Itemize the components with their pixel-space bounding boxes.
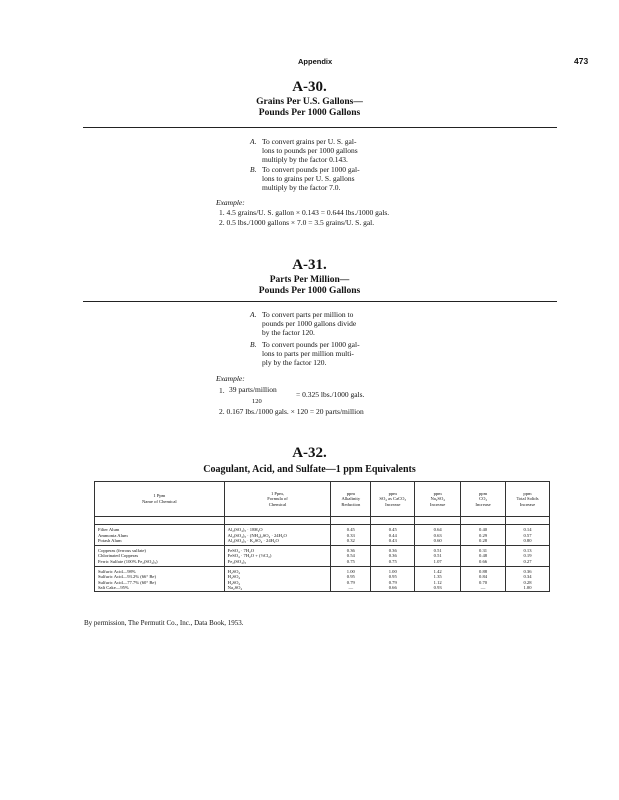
cell-alkalinity: 0.32 [331,538,371,545]
a30-a-line: lons to pounds per 1000 gallons [262,146,358,156]
cell-formula: H₂SO₄ [224,580,331,586]
section-a31-subtitle-2: Pounds Per 1000 Gallons [258,286,361,296]
cell-co2: 0.88 [461,566,506,574]
col-header-alkalinity [331,482,371,517]
section-a32-number: A-32. [292,445,327,461]
cell-so4: 0.75 [371,559,415,566]
cell-so4: 0.36 [371,545,415,553]
cell-total-solids: 0.28 [506,580,550,586]
header-line: 1 Ppm [153,493,166,499]
cell-formula: FeSO₄ · 7H₂O [224,545,331,553]
cell-naso4: 0.63 [415,533,461,539]
cell-co2: 0.70 [461,580,506,586]
cell-alkalinity: 0.36 [331,545,371,553]
cell-co2: 0.29 [461,533,506,539]
a31-a-line: To convert parts per million to [262,310,354,319]
cell-name: Sulfuric Acid—77.7% (60° Be) [95,580,225,586]
header-line: Total Solids [516,496,539,502]
cell-alkalinity: 0.95 [331,574,371,580]
cell-name: Filter Alum [95,525,225,533]
cell-so4: 0.79 [371,580,415,586]
cell-alkalinity: 1.00 [331,566,371,574]
a31-b-line: ply by the factor 120. [262,358,327,368]
cell-co2: 0.28 [461,538,506,545]
header-line: Increase [385,501,401,507]
cell-name: Copperas (ferrous sulfate) [95,545,225,553]
section-a30-subtitle-1: Grains Per U.S. Gallons— [256,97,363,107]
header-line: Increase [430,501,446,507]
cell-so4: 0.66 [371,585,415,591]
cell-alkalinity: 0.79 [331,580,371,586]
header-line: Na₂SO₄ [430,496,445,502]
section-a31-number: A-31. [292,257,327,273]
table-header-row [95,482,550,517]
cell-alkalinity: 0.45 [331,525,371,533]
a31-b-label: B. [250,340,257,349]
cell-so4: 0.44 [371,533,415,539]
cell-formula: Al₂(SO₄)₃ · (NH₄)₂SO₄ · 24H₂O [224,533,331,539]
cell-naso4: 0.93 [415,585,461,591]
table-row [95,538,550,545]
cell-total-solids: 0.80 [506,538,550,545]
cell-formula: Al₂(SO₄)₃ · K₂SO₄ · 24H₂O [224,538,331,545]
running-header: Appendix [298,57,333,66]
a31-example-1-result: = 0.325 lbs./1000 gals. [296,390,365,399]
cell-naso4: 1.07 [415,559,461,566]
cell-name: Chlorinated Copperas [95,553,225,559]
cell-formula: Al₂(SO₄)₃ · 18H₂O [224,525,331,533]
cell-so4: 1.00 [371,566,415,574]
a30-a-label: A. [250,137,257,146]
a31-b-line: lons to parts per million multi- [262,349,354,359]
header-line: Increase [519,501,536,507]
a31-example-2: 2. 0.167 lbs./1000 gals. × 120 = 20 parts/million [219,407,364,416]
cell-co2: 0.31 [461,545,506,553]
a30-paragraph-b [250,165,462,193]
cell-alkalinity: 0.54 [331,553,371,559]
cell-formula: FeSO₄ · 7H₂O + (½Cl₂) [224,553,331,559]
header-line: Alkalinity [341,496,361,502]
header-line: ppm [433,490,442,496]
cell-total-solids: 0.19 [506,553,550,559]
a31-a-label: A. [250,310,257,319]
cell-co2: 0.48 [461,553,506,559]
section-a30-number: A-30. [292,79,327,95]
header-line: ppm [523,490,532,496]
header-line: ppm [388,490,397,496]
header-line: ppm [478,490,488,496]
a30-b-label: B. [250,165,257,174]
cell-naso4: 0.60 [415,538,461,545]
cell-so4: 0.95 [371,574,415,580]
col-header-naso4 [415,482,461,517]
a31-example-1-number: 1. [219,386,225,395]
cell-formula: H₂SO₄ [224,566,331,574]
cell-naso4: 0.51 [415,545,461,553]
header-line: CO₂ [479,496,488,502]
cell-formula: H₂SO₄ [224,574,331,580]
a31-a-line: by the factor 120. [262,328,315,338]
header-line: Name of Chemical [141,499,177,504]
cell-naso4: 1.35 [415,574,461,580]
table-row [95,585,550,591]
a31-example-1-numerator: 39 parts/million [229,385,277,394]
col-header-total-solids [506,482,550,517]
cell-total-solids: 0.36 [506,566,550,574]
cell-so4: 0.43 [371,538,415,545]
table-row [95,525,550,533]
cell-co2: 0.66 [461,559,506,566]
header-line: Reduction [341,501,361,507]
cell-so4: 0.45 [371,525,415,533]
cell-total-solids: 0.57 [506,533,550,539]
cell-naso4: 1.42 [415,566,461,574]
cell-co2: — [461,585,506,591]
a30-example-label: Example: [216,198,245,207]
section-a31-subtitle-1: Parts Per Million— [269,275,350,285]
cell-total-solids: 0.14 [506,525,550,533]
cell-naso4: 1.12 [415,580,461,586]
cell-so4: 0.36 [371,553,415,559]
a31-a-line: pounds per 1000 gallons divide [262,319,357,329]
a30-example-2: 2. 0.5 lbs./1000 gallons × 7.0 = 3.5 grains/U. S. gal. [219,218,375,227]
table-row [95,545,550,553]
a31-paragraph-a [250,310,462,338]
section-a31-rule [83,301,557,302]
cell-co2: 0.40 [461,525,506,533]
cell-co2: 0.84 [461,574,506,580]
cell-total-solids: 0.27 [506,559,550,566]
a30-paragraph-a [250,137,462,165]
footnote-source: By permission, The Permutit Co., Inc., Data Book, 1953. [84,619,244,627]
cell-total-solids: 0.13 [506,545,550,553]
cell-alkalinity: 0.75 [331,559,371,566]
header-line: 1 Ppm, [270,490,285,496]
cell-total-solids: 0.34 [506,574,550,580]
cell-name: Sulfuric Acid—93.2% (66° Be) [95,574,225,580]
a30-a-line: To convert grains per U. S. gal- [262,137,357,146]
header-line: Increase [475,501,491,507]
section-a30-rule [83,127,557,128]
header-line: Chemical [268,501,287,507]
table-spacer-row [95,517,550,525]
cell-formula: Na₂SO₄ [224,585,331,591]
cell-total-solids: 1.00 [506,585,550,591]
col-header-name [95,482,225,517]
table-row [95,559,550,566]
cell-formula: Fe₂(SO₄)₃ [224,559,331,566]
a30-example-1: 1. 4.5 grains/U. S. gallon × 0.143 = 0.644 lbs./1000 gals. [219,208,390,217]
header-line: SO₄ as CaCO₃ [379,496,407,502]
page-number: 473 [574,56,589,66]
cell-alkalinity: 0.33 [331,533,371,539]
cell-alkalinity: — [331,585,371,591]
table-row [95,566,550,574]
cell-name: Ammonia Alum [95,533,225,539]
section-a30-subtitle-2: Pounds Per 1000 Gallons [258,108,361,118]
a31-example-1-denominator: 120 [252,398,262,405]
col-header-co2 [461,482,506,517]
cell-name: Salt Cake—95% [95,585,225,591]
a30-b-line: To convert pounds per 1000 gal- [262,165,360,174]
a30-b-line: lons to grains per U. S. gallons [262,174,355,184]
col-header-so4 [371,482,415,517]
a30-a-line: multiply by the factor 0.143. [262,155,348,165]
cell-name: Potash Alum [95,538,225,545]
cell-name: Ferric Sulfate (100% Fe₂(SO₄)₃) [95,559,225,566]
cell-naso4: 0.51 [415,553,461,559]
a31-b-line: To convert pounds per 1000 gal- [262,340,360,349]
a31-example-label: Example: [216,374,245,383]
header-line: ppm [346,490,355,496]
section-a32-title: Coagulant, Acid, and Sulfate—1 ppm Equivalents [203,464,416,475]
header-line: Formula of [267,496,288,502]
col-header-formula [224,482,331,517]
cell-naso4: 0.64 [415,525,461,533]
cell-name: Sulfuric Acid—98% [95,566,225,574]
a30-b-line: multiply by the factor 7.0. [262,183,341,193]
equivalents-table [94,481,550,592]
a31-paragraph-b [250,340,462,368]
